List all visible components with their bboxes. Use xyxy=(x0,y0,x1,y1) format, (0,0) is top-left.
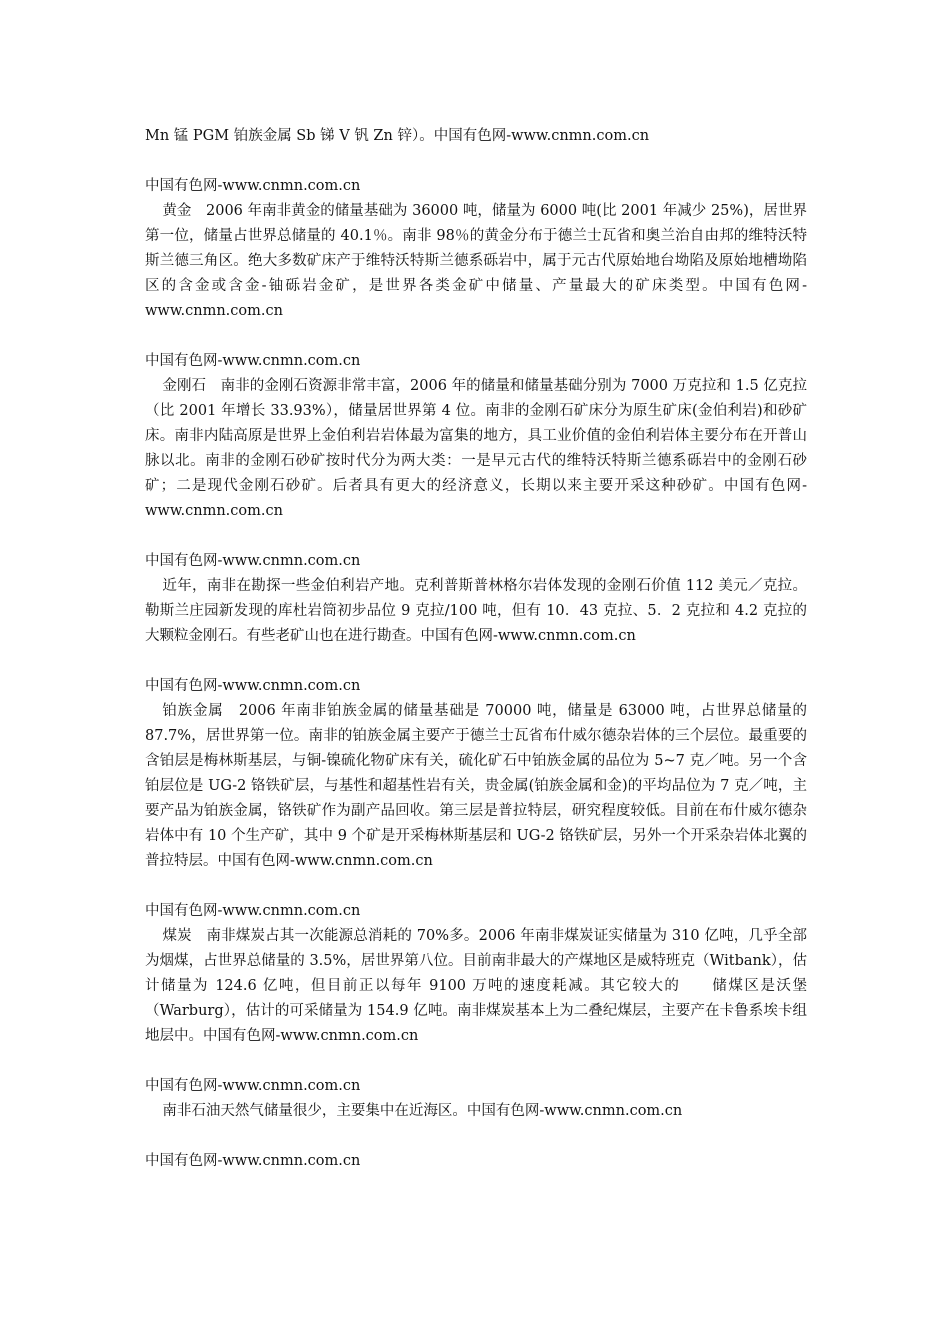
section-exploration xyxy=(145,549,807,649)
source-line: 中国有色网-www.cnmn.com.cn xyxy=(145,353,361,369)
paragraph-gap xyxy=(145,1049,807,1074)
document-page xyxy=(145,124,807,1174)
paragraph-gap xyxy=(145,1124,807,1149)
gold-paragraph: 黄金 2006 年南非黄金的储量基础为 36000 吨，储量为 6000 吨(比 2001 年减少 25%)，居世界第一位，储量占世界总储量的 40.1％。南非 98％的黄金分布于德兰士瓦省和奥兰治自由邦的维特沃特斯兰德三角区。绝大多数矿床产于维特沃特斯兰德系砾岩中，属于元古代原始地台坳陷及原始地槽坳陷区的含金或含金-铀砾岩金矿，是世界各类金矿中储量、产量最大的矿床类型。中国有色网-www.cnmn.com.cn xyxy=(145,203,807,319)
section-coal xyxy=(145,899,807,1049)
source-line: 中国有色网-www.cnmn.com.cn xyxy=(145,178,361,194)
source-line: 中国有色网-www.cnmn.com.cn xyxy=(145,678,361,694)
section-diamond xyxy=(145,349,807,524)
section-oil-gas xyxy=(145,1074,807,1124)
diamond-paragraph: 金刚石 南非的金刚石资源非常丰富，2006 年的储量和储量基础分别为 7000 万克拉和 1.5 亿克拉（比 2001 年增长 33.93%），储量居世界第 4 位。南非的金刚石矿床分为原生矿床(金伯利岩)和砂矿床。南非内陆高原是世界上金伯利岩岩体最为富集的地方，具工业价值的金伯利岩体主要分布在开普山脉以北。南非的金刚石砂矿按时代分为两大类：一是早元古代的维特沃特斯兰德系砾岩中的金刚石砂矿；二是现代金刚石砂矿。后者具有更大的经济意义，长期以来主要开采这种砂矿。中国有色网-www.cnmn.com.cn xyxy=(145,378,807,519)
paragraph-gap xyxy=(145,324,807,349)
source-line: 中国有色网-www.cnmn.com.cn xyxy=(145,1078,361,1094)
intro-line: Mn 锰 PGM 铂族金属 Sb 锑 V 钒 Zn 锌）。中国有色网-www.cnmn.com.cn xyxy=(145,128,650,144)
section-gold xyxy=(145,174,807,324)
coal-paragraph: 煤炭 南非煤炭占其一次能源总消耗的 70%多。2006 年南非煤炭证实储量为 310 亿吨，几乎全部为烟煤，占世界总储量的 3.5%，居世界第八位。目前南非最大的产煤地区是威特班克（Witbank），估计储量为 124.6 亿吨，但目前正以每年 9100 万吨的速度耗减。其它较大的 储煤区是沃堡（Warburg），估计的可采储量为 154.9 亿吨。南非煤炭基本上为二叠纪煤层，主要产在卡鲁系埃卡组地层中。中国有色网-www.cnmn.com.cn xyxy=(145,928,807,1044)
source-line: 中国有色网-www.cnmn.com.cn xyxy=(145,903,361,919)
paragraph-gap xyxy=(145,149,807,174)
exploration-paragraph: 近年，南非在勘探一些金伯利岩产地。克利普斯普林格尔岩体发现的金刚石价值 112 美元／克拉。勒斯兰庄园新发现的库杜岩筒初步品位 9 克拉/100 吨，但有 10．43 克拉、5．2 克拉和 4.2 克拉的大颗粒金刚石。有些老矿山也在进行勘查。中国有色网-www.cnmn.com.cn xyxy=(145,578,807,644)
source-line: 中国有色网-www.cnmn.com.cn xyxy=(145,553,361,569)
section-pgm xyxy=(145,674,807,874)
oil-gas-paragraph: 南非石油天然气储量很少，主要集中在近海区。中国有色网-www.cnmn.com.cn xyxy=(162,1103,683,1119)
closing-source-line: 中国有色网-www.cnmn.com.cn xyxy=(145,1153,361,1169)
paragraph-gap xyxy=(145,649,807,674)
paragraph-gap xyxy=(145,874,807,899)
pgm-paragraph: 铂族金属 2006 年南非铂族金属的储量基础是 70000 吨，储量是 63000 吨，占世界总储量的 87.7%，居世界第一位。南非的铂族金属主要产于德兰士瓦省布什威尔德杂岩体的三个层位。最重要的含铂层是梅林斯基层，与铜-镍硫化物矿床有关，硫化矿石中铂族金属的品位为 5~7 克／吨。另一个含铂层位是 UG-2 铬铁矿层，与基性和超基性岩有关，贵金属(铂族金属和金)的平均品位为 7 克／吨，主要产品为铂族金属，铬铁矿作为副产品回收。第三层是普拉特层，研究程度较低。目前在布什威尔德杂岩体中有 10 个生产矿，其中 9 个矿是开采梅林斯基层和 UG-2 铬铁矿层，另外一个开采杂岩体北翼的普拉特层。中国有色网-www.cnmn.com.cn xyxy=(145,703,807,869)
paragraph-gap xyxy=(145,524,807,549)
